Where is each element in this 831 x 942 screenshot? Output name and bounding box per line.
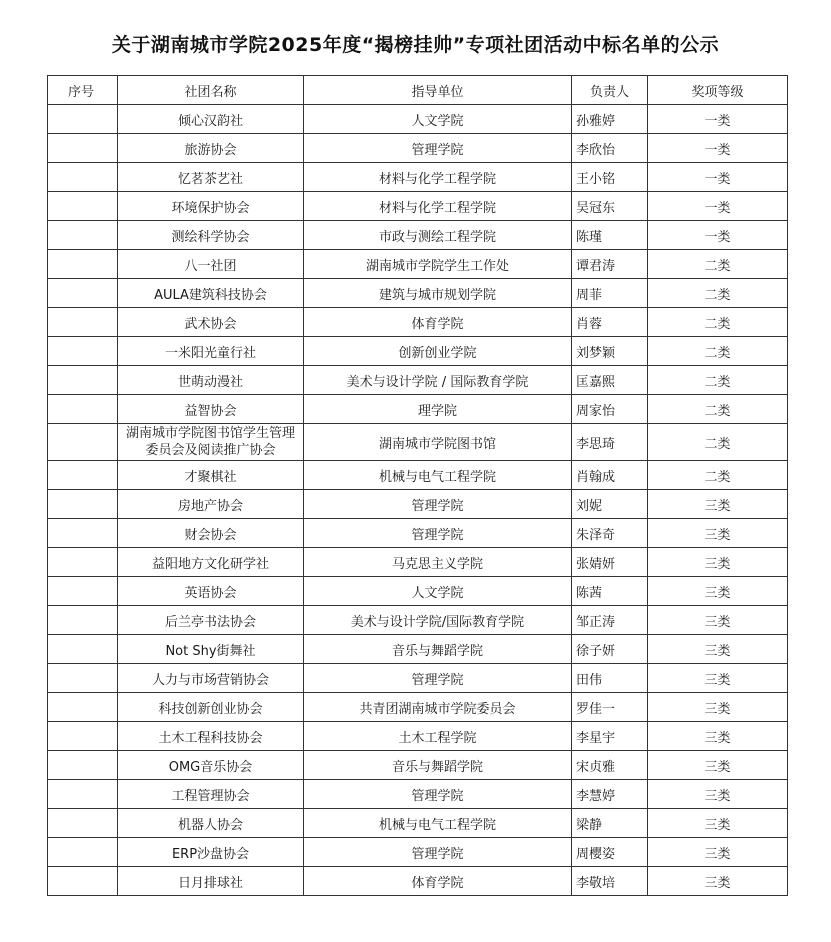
leader-cell: 周樱姿 [572,838,648,867]
row-number [48,395,118,424]
guiding-unit-cell: 机械与电气工程学院 [304,461,572,490]
leader-cell: 周家怡 [572,395,648,424]
award-level-cell: 三类 [648,838,788,867]
club-name-cell: 后兰亭书法协会 [118,606,304,635]
guiding-unit-cell: 体育学院 [304,867,572,896]
club-name-cell: Not Shy街舞社 [118,635,304,664]
leader-cell: 匡嘉熙 [572,366,648,395]
award-level-cell: 一类 [648,134,788,163]
leader-cell: 肖翰成 [572,461,648,490]
table-row [48,279,788,308]
row-number [48,664,118,693]
table-row [48,366,788,395]
guiding-unit-cell: 管理学院 [304,134,572,163]
table-row [48,192,788,221]
table-row [48,751,788,780]
guiding-unit-cell: 美术与设计学院 / 国际教育学院 [304,366,572,395]
table-row [48,664,788,693]
leader-cell: 张婧妍 [572,548,648,577]
guiding-unit-cell: 体育学院 [304,308,572,337]
club-name-cell: 财会协会 [118,519,304,548]
row-number [48,221,118,250]
table-row [48,163,788,192]
table-row [48,606,788,635]
award-level-cell: 一类 [648,105,788,134]
table-row [48,461,788,490]
award-level-cell: 一类 [648,163,788,192]
table-header-row [48,76,788,105]
guiding-unit-cell: 材料与化学工程学院 [304,163,572,192]
row-number [48,606,118,635]
club-name-cell: 益智协会 [118,395,304,424]
header-leader: 负责人 [572,76,648,105]
club-name-cell: 世萌动漫社 [118,366,304,395]
award-level-cell: 二类 [648,250,788,279]
guiding-unit-cell: 管理学院 [304,519,572,548]
leader-cell: 刘梦颖 [572,337,648,366]
guiding-unit-cell: 管理学院 [304,664,572,693]
table-row [48,867,788,896]
row-number [48,751,118,780]
row-number [48,519,118,548]
award-level-cell: 三类 [648,548,788,577]
header-club-name: 社团名称 [118,76,304,105]
table-row [48,780,788,809]
leader-cell: 陈茜 [572,577,648,606]
club-name-cell: AULA建筑科技协会 [118,279,304,308]
leader-cell: 罗佳一 [572,693,648,722]
table-row [48,693,788,722]
leader-cell: 孙雅婷 [572,105,648,134]
club-name-cell: ERP沙盘协会 [118,838,304,867]
row-number [48,308,118,337]
award-level-cell: 三类 [648,693,788,722]
club-name-cell: 益阳地方文化研学社 [118,548,304,577]
leader-cell: 周菲 [572,279,648,308]
leader-cell: 李慧婷 [572,780,648,809]
guiding-unit-cell: 建筑与城市规划学院 [304,279,572,308]
club-name-cell: 八一社团 [118,250,304,279]
club-name-cell: 日月排球社 [118,867,304,896]
table-row [48,395,788,424]
table-row [48,809,788,838]
award-level-cell: 二类 [648,308,788,337]
award-level-cell: 一类 [648,221,788,250]
leader-cell: 李欣怡 [572,134,648,163]
table-row [48,838,788,867]
award-level-cell: 三类 [648,780,788,809]
award-level-cell: 二类 [648,424,788,461]
leader-cell: 刘妮 [572,490,648,519]
guiding-unit-cell: 土木工程学院 [304,722,572,751]
leader-cell: 王小铭 [572,163,648,192]
leader-cell: 李星宇 [572,722,648,751]
table-row [48,250,788,279]
award-level-cell: 三类 [648,867,788,896]
table-row [48,337,788,366]
leader-cell: 肖蓉 [572,308,648,337]
award-level-cell: 三类 [648,664,788,693]
header-guiding-unit: 指导单位 [304,76,572,105]
row-number [48,424,118,461]
row-number [48,105,118,134]
table-row [48,221,788,250]
club-name-cell: 测绘科学协会 [118,221,304,250]
guiding-unit-cell: 人文学院 [304,577,572,606]
club-name-cell: 机器人协会 [118,809,304,838]
leader-cell: 邹正涛 [572,606,648,635]
award-level-cell: 二类 [648,461,788,490]
row-number [48,250,118,279]
award-level-cell: 三类 [648,490,788,519]
row-number [48,577,118,606]
club-name-cell: 英语协会 [118,577,304,606]
row-number [48,838,118,867]
leader-cell: 徐子妍 [572,635,648,664]
leader-cell: 谭君涛 [572,250,648,279]
row-number [48,279,118,308]
header-number: 序号 [48,76,118,105]
award-level-cell: 二类 [648,279,788,308]
header-award-level: 奖项等级 [648,76,788,105]
table-row [48,519,788,548]
club-name-cell: 人力与市场营销协会 [118,664,304,693]
table-body [48,105,788,896]
club-name-cell: OMG音乐协会 [118,751,304,780]
club-name-cell: 一米阳光童行社 [118,337,304,366]
club-name-cell: 忆茗茶艺社 [118,163,304,192]
table-row [48,105,788,134]
row-number [48,366,118,395]
leader-cell: 吴冠东 [572,192,648,221]
guiding-unit-cell: 理学院 [304,395,572,424]
table-row [48,635,788,664]
guiding-unit-cell: 美术与设计学院/国际教育学院 [304,606,572,635]
award-level-cell: 二类 [648,366,788,395]
row-number [48,192,118,221]
club-name-cell: 房地产协会 [118,490,304,519]
row-number [48,722,118,751]
table-row [48,548,788,577]
club-name-cell: 才聚棋社 [118,461,304,490]
leader-cell: 田伟 [572,664,648,693]
guiding-unit-cell: 人文学院 [304,105,572,134]
row-number [48,548,118,577]
row-number [48,490,118,519]
leader-cell: 李敬培 [572,867,648,896]
guiding-unit-cell: 市政与测绘工程学院 [304,221,572,250]
club-name-cell: 湖南城市学院图书馆学生管理委员会及阅读推广协会 [118,424,304,461]
guiding-unit-cell: 音乐与舞蹈学院 [304,635,572,664]
leader-cell: 李思琦 [572,424,648,461]
guiding-unit-cell: 管理学院 [304,490,572,519]
guiding-unit-cell: 湖南城市学院图书馆 [304,424,572,461]
guiding-unit-cell: 音乐与舞蹈学院 [304,751,572,780]
row-number [48,693,118,722]
award-level-cell: 三类 [648,722,788,751]
award-level-cell: 三类 [648,635,788,664]
award-level-cell: 三类 [648,577,788,606]
award-level-cell: 三类 [648,606,788,635]
guiding-unit-cell: 机械与电气工程学院 [304,809,572,838]
leader-cell: 朱泽奇 [572,519,648,548]
table-row [48,134,788,163]
club-name-cell: 环境保护协会 [118,192,304,221]
award-level-cell: 三类 [648,751,788,780]
table-row [48,424,788,461]
award-level-cell: 二类 [648,337,788,366]
guiding-unit-cell: 创新创业学院 [304,337,572,366]
table-row [48,308,788,337]
guiding-unit-cell: 马克思主义学院 [304,548,572,577]
leader-cell: 陈瑾 [572,221,648,250]
row-number [48,337,118,366]
row-number [48,163,118,192]
guiding-unit-cell: 材料与化学工程学院 [304,192,572,221]
leader-cell: 梁静 [572,809,648,838]
award-level-cell: 一类 [648,192,788,221]
row-number [48,134,118,163]
guiding-unit-cell: 管理学院 [304,838,572,867]
winners-table [47,75,788,896]
award-level-cell: 三类 [648,809,788,838]
club-name-cell: 土木工程科技协会 [118,722,304,751]
club-name-cell: 倾心汉韵社 [118,105,304,134]
award-level-cell: 二类 [648,395,788,424]
row-number [48,635,118,664]
page-title: 关于湖南城市学院2025年度“揭榜挂帅”专项社团活动中标名单的公示 [111,34,720,56]
award-level-cell: 三类 [648,519,788,548]
table-row [48,490,788,519]
club-name-cell: 武术协会 [118,308,304,337]
guiding-unit-cell: 管理学院 [304,780,572,809]
row-number [48,780,118,809]
club-name-cell: 工程管理协会 [118,780,304,809]
club-name-cell: 科技创新创业协会 [118,693,304,722]
row-number [48,809,118,838]
leader-cell: 宋贞雅 [572,751,648,780]
row-number [48,461,118,490]
table-row [48,722,788,751]
club-name-cell: 旅游协会 [118,134,304,163]
table-row [48,577,788,606]
guiding-unit-cell: 湖南城市学院学生工作处 [304,250,572,279]
guiding-unit-cell: 共青团湖南城市学院委员会 [304,693,572,722]
row-number [48,867,118,896]
